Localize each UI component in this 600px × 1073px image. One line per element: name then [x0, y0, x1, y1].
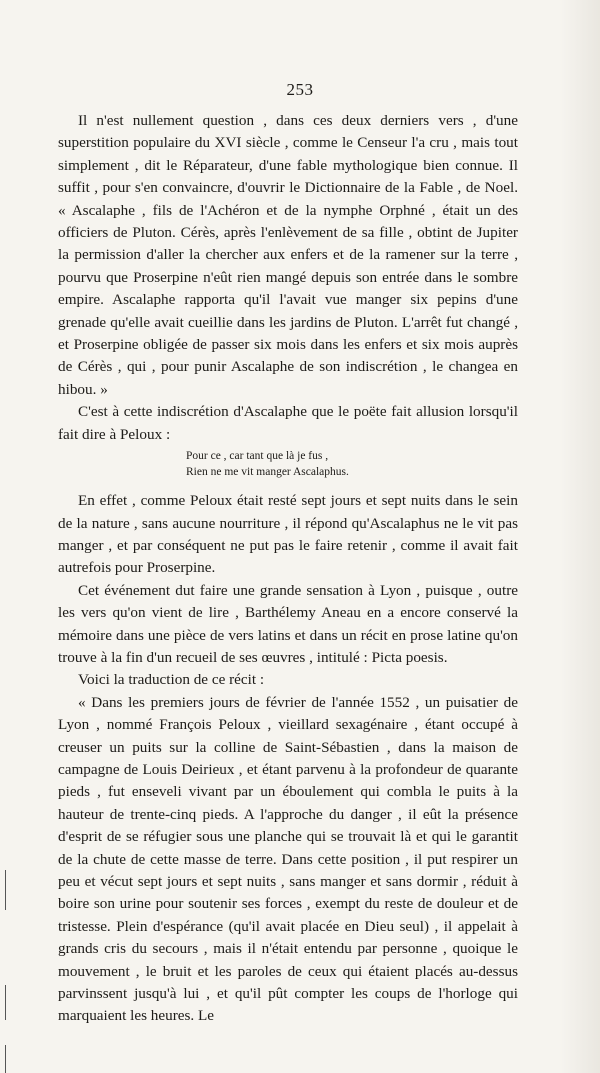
paragraph: Voici la traduction de ce récit : — [78, 671, 265, 689]
margin-rule — [5, 1045, 6, 1073]
paragraph: Cet événement dut faire une grande sensation à Lyon , puisque , outre les vers qu'on vient de lire , Barthélemy Aneau en a encore conservé la mémoire dans une pièce de vers latins et dans un récit en prose latine qu'on trouve à la fin d'un recueil de ses œuvres , intitulé : Picta poesis. — [58, 581, 518, 666]
margin-rule — [5, 985, 6, 1020]
verse-quote — [186, 448, 518, 480]
verse-line: Pour ce , car tant que là je fus , — [186, 450, 329, 463]
page-body — [58, 110, 518, 1028]
paragraph: « Dans les premiers jours de février de l'année 1552 , un puisatier de Lyon , nommé François Peloux , vieillard sexagénaire , étant occupé à creuser un puits sur la colline de Saint-Sébastien , dans la maison de campagne de Louis Deirieux , et étant parvenu à la profondeur de quarante pieds , fut enseveli vivant par un éboulement qui combla le puits à la hauteur de trente-cinq pieds. A l'approche du danger , il eût la présence d'esprit de se réfugier sous une planche qui se trouvait là et qui le garantit de la chute de cette masse de terre. Dans cette position , il put respirer un peu et vécut sept jours et sept nuits , sans manger et sans dormir , réduit à boire son urine pour soutenir ses forces , exempt du reste de douleur et de tristesse. Plein d'espérance (qu'il avait placée en Dieu seul) , il appelait à grands cris du secours , mais il n'était entendu par personne , quoique le mouvement , le bruit et les paroles de ceux qui étaient placés au-dessus parvinssent jusqu'à lui , et qu'il pût compter les coups de l'horloge qui marquaient les heures. Le — [58, 693, 518, 1025]
paragraph: C'est à cette indiscrétion d'Ascalaphe que le poëte fait allusion lorsqu'il fait dire à Peloux : — [58, 403, 518, 443]
paragraph: Il n'est nullement question , dans ces deux derniers vers , d'une superstition populaire du XVI siècle , comme le Censeur l'a cru , mais tout simplement , dit le Réparateur, d'une fable mythologique bien connue. Il suffit , pour s'en convaincre, d'ouvrir le Dictionnaire de la Fable , de Noel. « Ascalaphe , fils de l'Achéron et de la nymphe Orphné , était un des officiers de Pluton. Cérès, après l'enlèvement de sa fille , obtint de Jupiter la permission d'aller la chercher aux enfers et de la ramener sur la terre , pourvu que Proserpine n'eût rien mangé depuis son entrée dans le sombre empire. Ascalaphe rapporta qu'il l'avait vue manger six pepins d'une grenade qu'elle avait cueillie dans les jardins de Pluton. L'arrêt fut changé , et Proserpine obligée de passer six mois dans les enfers et six mois auprès de Cérès , qui , pour punir Ascalaphe de son indiscrétion , le changea en hibou. » — [58, 112, 518, 398]
margin-rule — [5, 870, 6, 910]
verse-line: Rien ne me vit manger Ascalaphus. — [186, 466, 349, 479]
page-number: 253 — [286, 80, 314, 99]
paragraph: En effet , comme Peloux était resté sept jours et sept nuits dans le sein de la nature , sans aucune nourriture , il répond qu'Ascalaphus ne le vit pas manger , et par conséquent ne put pas le faire retenir , comme il avait fait autrefois pour Proserpine. — [58, 492, 518, 577]
binding-shadow — [560, 0, 600, 1073]
